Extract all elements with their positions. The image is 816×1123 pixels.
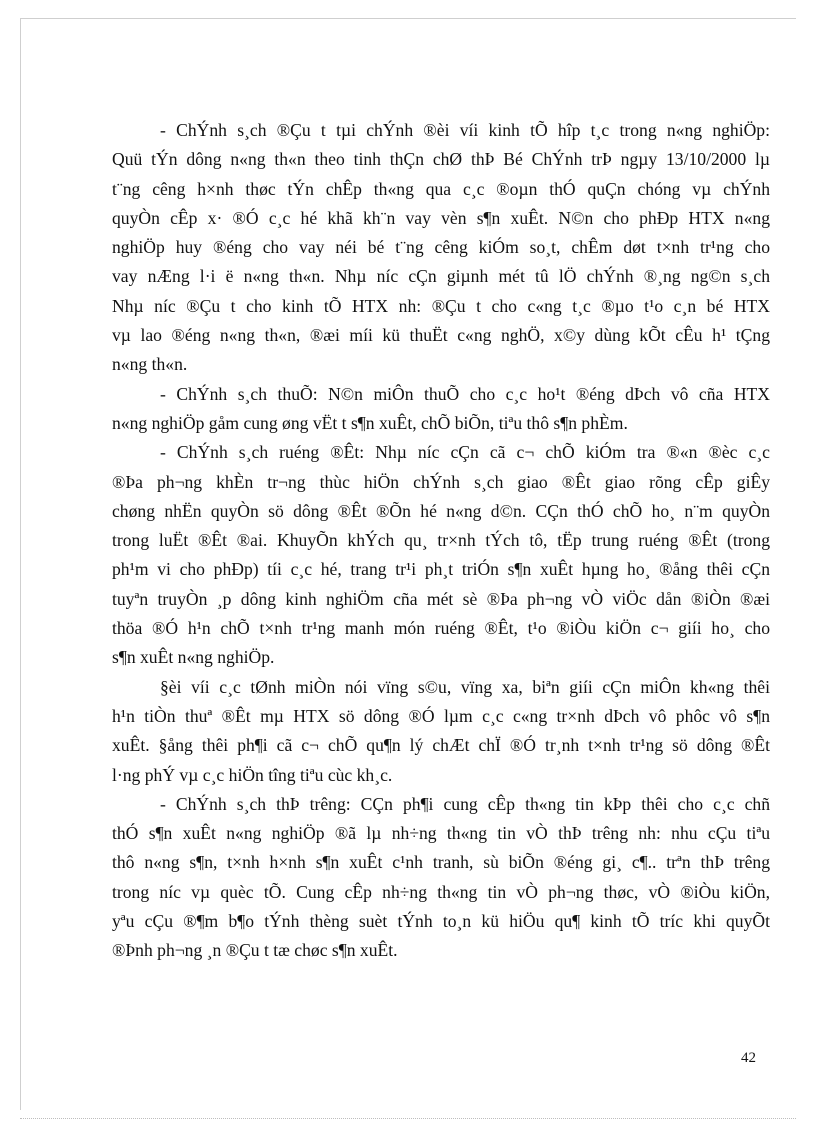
text-line: trong luËt ®Êt ®ai. KhuyÕn khÝch qu¸ tr×nh tÝch tô, tËp trung ruéng ®Êt (trong — [112, 530, 770, 551]
text-line: chøng nhËn quyÒn sö dông ®Êt ®Õn hé n«ng d©n. CÇn thÓ chÕ ho¸ n¨m quyÒn — [112, 500, 770, 521]
text-line: ®Þa ph¬ng khÈn tr¬ng thùc hiÖn chÝnh s¸ch giao ®Êt giao rõng cÊp giÊy — [112, 471, 770, 492]
text-line: nghiÖp huy ®éng cho vay néi bé t¨ng cêng kiÓm so¸t, chÊm døt t×nh tr¹ng cho — [112, 237, 770, 258]
text-line: thÓ s¶n xuÊt n«ng nghiÖp ®ã lµ nh÷ng th«ng tin vÒ thÞ trêng nh: nhu cÇu tiªu — [112, 823, 770, 844]
text-line: t¨ng cêng h×nh thøc tÝn chÊp th«ng qua c¸c ®oµn thÓ quÇn chóng vµ chÝnh — [112, 178, 770, 199]
paragraph-mountain-provinces — [112, 673, 770, 790]
text-line: - ChÝnh s¸ch thuÕ: N©n miÔn thuÕ cho c¸c ho¹t ®éng dÞch vô cña HTX — [160, 383, 770, 404]
text-line: yªu cÇu ®¶m b¶o tÝnh thèng suèt tÝnh to¸n kü hiÖu qu¶ kinh tÕ tríc khi quyÕt — [112, 911, 770, 932]
text-line: - ChÝnh s¸ch ruéng ®Êt: Nhµ níc cÇn cã c¬ chÕ kiÓm tra ®«n ®èc c¸c — [160, 442, 770, 463]
text-line: Quü tÝn dông n«ng th«n theo tinh thÇn chØ thÞ Bé ChÝnh trÞ ngµy 13/10/2000 lµ — [112, 149, 770, 170]
text-line: - ChÝnh s¸ch ®Çu t tµi chÝnh ®èi víi kinh tÕ hîp t¸c trong n«ng nghiÖp: — [160, 120, 770, 140]
text-line: thöa ®Ó h¹n chÕ t×nh tr¹ng manh món ruéng ®Êt, t¹o ®iÒu kiÖn c¬ giíi ho¸ cho — [112, 618, 770, 639]
text-line: n«ng th«n. — [112, 354, 188, 375]
document-body — [112, 116, 770, 966]
page-bottom-border — [20, 1118, 796, 1119]
paragraph-land-policy — [112, 438, 770, 672]
text-line: s¶n xuÊt n«ng nghiÖp. — [112, 647, 275, 668]
text-line: trong níc vµ quèc tÕ. Cung cÊp nh÷ng th«ng tin vÒ ph¬ng thøc, vÒ ®iÒu kiÖn, — [112, 881, 770, 902]
page-number: 42 — [741, 1050, 756, 1066]
text-line: xuÊt. §ång thêi ph¶i cã c¬ chÕ qu¶n lý chÆt chÏ ®Ó tr¸nh t×nh tr¹ng sö dông ®Êt — [112, 735, 770, 756]
text-line: Nhµ níc ®Çu t cho kinh tÕ HTX nh: ®Çu t cho c«ng t¸c ®µo t¹o c¸n bé HTX — [112, 295, 770, 316]
text-line: - ChÝnh s¸ch thÞ trêng: CÇn ph¶i cung cÊp th«ng tin kÞp thêi cho c¸c chñ — [160, 793, 770, 814]
text-line: thô n«ng s¶n, t×nh h×nh s¶n xuÊt c¹nh tranh, sù biÕn ®éng gi¸ c¶.. trªn thÞ trêng — [112, 852, 770, 873]
paragraph-tax-policy — [112, 380, 770, 439]
text-line: l·ng phÝ vµ c¸c hiÖn tîng tiªu cùc kh¸c. — [112, 764, 393, 785]
text-line: n«ng nghiÖp gåm cung øng vËt t s¶n xuÊt, chÕ biÕn, tiªu thô s¶n phÈm. — [112, 412, 628, 433]
text-line: ®Þnh ph¬ng ¸n ®Çu t tæ chøc s¶n xuÊt. — [112, 940, 398, 961]
text-line: h¹n tiÒn thuª ®Êt mµ HTX sö dông ®Ó lµm c¸c c«ng tr×nh dÞch vô phôc vô s¶n — [112, 705, 770, 726]
paragraph-finance-policy — [112, 116, 770, 380]
text-line: tuyªn truyÒn ¸p dông kinh nghiÖm cña mét sè ®Þa ph¬ng vÒ viÖc dån ®iÒn ®æi — [112, 588, 770, 609]
paragraph-market-policy — [112, 790, 770, 966]
text-line: vµ lao ®éng n«ng th«n, ®æi míi kü thuËt c«ng nghÖ, x©y dùng kÕt cÊu h¹ tÇng — [112, 325, 770, 346]
text-line: quyÒn cÊp x· ®Ó c¸c hé khã kh¨n vay vèn s¶n xuÊt. N©n cho phÐp HTX n«ng — [112, 207, 770, 228]
text-line: §èi víi c¸c tØnh miÒn nói vïng s©u, vïng xa, biªn giíi cÇn miÔn kh«ng thêi — [160, 676, 770, 697]
text-line: vay nÆng l·i ë n«ng th«n. Nhµ níc cÇn giµnh mét tû lÖ chÝnh ®¸ng ng©n s¸ch — [112, 266, 770, 287]
text-line: ph¹m vi cho phÐp) tíi c¸c hé, trang tr¹i ph¸t triÓn s¶n xuÊt hµng ho¸ ®ång thêi cÇn — [112, 559, 770, 580]
